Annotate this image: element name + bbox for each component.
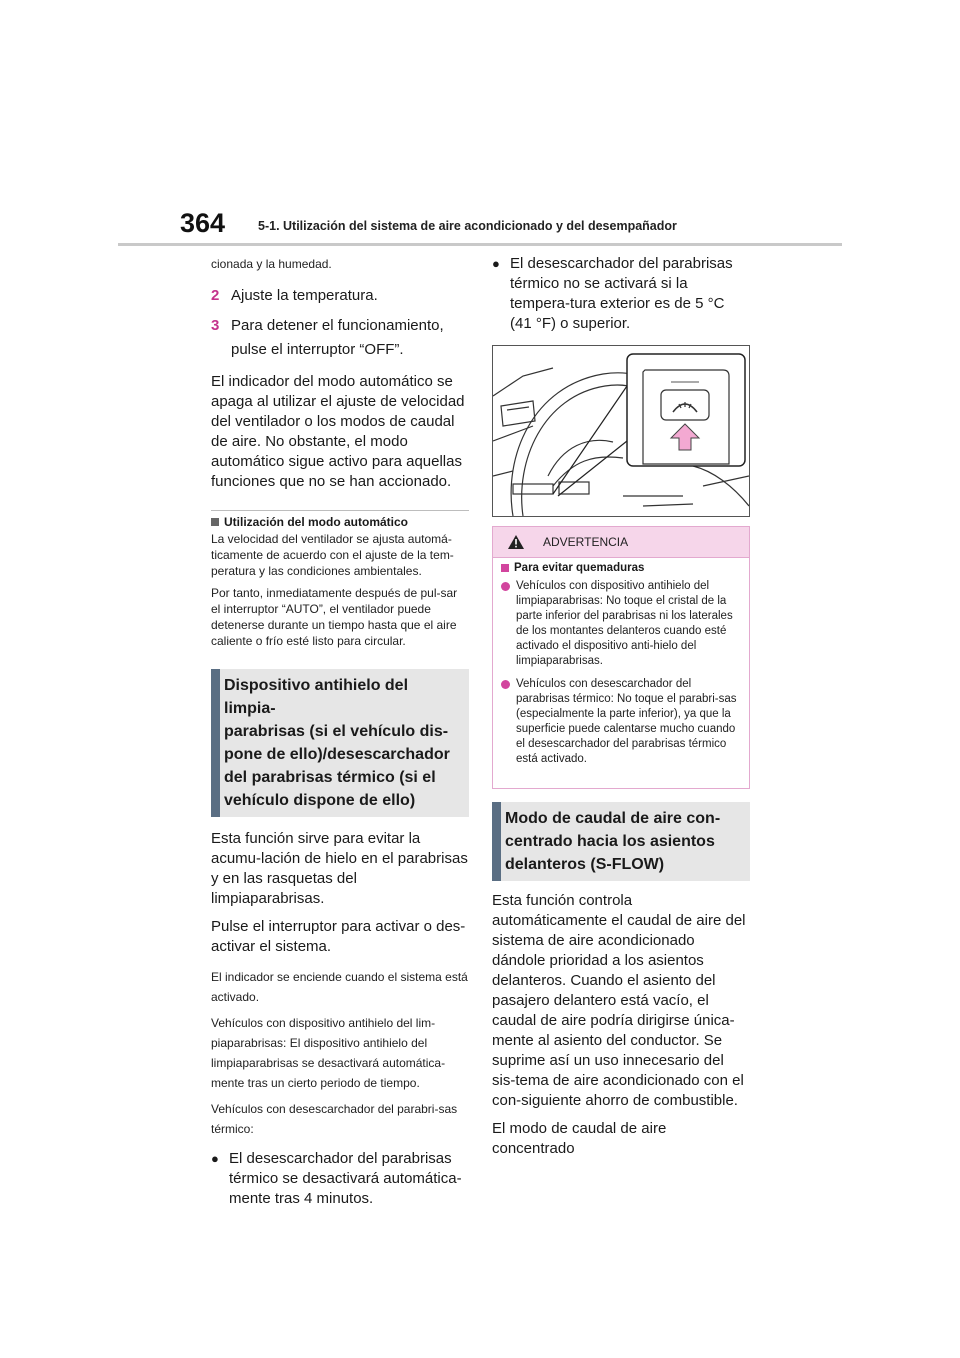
warning-body bbox=[493, 558, 749, 767]
section-title-line: pone de ello)/desescarchador bbox=[224, 746, 450, 763]
header-rule bbox=[118, 243, 842, 246]
section-title-line: del parabrisas térmico (si el bbox=[224, 769, 436, 786]
warning-item-text: Vehículos con desescarchador del parabrisas térmico: No toque el parabri-sas (especialmente la parte inferior), ya que la superficie puede calentarse mucho cuando el desescarchador del parabrisas térmico está activado. bbox=[516, 678, 737, 765]
warning-header bbox=[493, 527, 749, 558]
step-number: 3 bbox=[211, 317, 220, 334]
warning-box bbox=[492, 526, 750, 789]
deicer-note-1: El indicador se enciende cuando el sistema está activado. bbox=[211, 970, 468, 1004]
warning-item-text: Vehículos con dispositivo antihielo del limpiaparabrisas: No toque el cristal de la parte inferior del parabrisas ni los laterales de los montantes delanteros cuando esté activado el dispositivo anti-hielo del limpiaparabrisas. bbox=[516, 580, 733, 667]
deicer-note-3: Vehículos con desescarchador del parabri-sas térmico: bbox=[211, 1102, 458, 1136]
square-bullet-icon bbox=[501, 564, 509, 572]
sflow-paragraph-1: Esta función controla automáticamente el caudal de aire del sistema de aire acondicionado dándole prioridad a los asientos delanteros. Cuando el asiento del pasajero delantero está vacío, el caudal de aire podría dirigirse única-mente al asiento del conductor. Se suprime así un uso innecesario del sis-tema de aire acondicionado con el con-siguiente ahorro de combustible. bbox=[492, 892, 746, 1109]
warning-subheading-text: Para evitar quemaduras bbox=[514, 562, 645, 574]
auto-mode-paragraph: El indicador del modo automático se apaga al utilizar el ajuste de velocidad del ventilador o los modos de caudal de aire. No obstante, el modo automático sigue activo para aquellas funciones que no se han accionado. bbox=[211, 373, 465, 490]
auto-mode-note-2: Por tanto, inmediatamente después de pul-sar el interruptor “AUTO”, el ventilador puede detenerse durante un tiempo hasta que el aire caliente o frío esté listo para circular. bbox=[211, 586, 458, 648]
deicer-note-2: Vehículos con dispositivo antihielo del lim-piaparabrisas: El dispositivo antihielo del limpiaparabrisas se desactivará automática-mente tras un cierto periodo de tiempo. bbox=[211, 1016, 446, 1090]
pink-dot-icon bbox=[501, 582, 510, 591]
warning-item bbox=[501, 677, 741, 767]
subsection-rule bbox=[211, 510, 469, 511]
section-title-line: Modo de caudal de aire con- bbox=[505, 810, 721, 827]
warning-subheading bbox=[501, 562, 741, 574]
dashboard-drawing bbox=[493, 346, 749, 516]
section-title-line: delanteros (S-FLOW) bbox=[505, 856, 665, 873]
deicer-paragraph-1: Esta función sirve para evitar la acumu-lación de hielo en el parabrisas y en las rasquetas del limpiaparabrisas. bbox=[211, 830, 468, 907]
right-column-bottom bbox=[492, 802, 750, 1159]
bullet-item bbox=[492, 254, 750, 334]
bullet-item bbox=[211, 1149, 469, 1209]
step-3 bbox=[211, 314, 469, 362]
defroster-switch-illustration bbox=[492, 345, 750, 517]
auto-mode-note-1: La velocidad del ventilador se ajusta automá-ticamente de acuerdo con el ajuste de la tem-peratura y las condiciones ambientales. bbox=[211, 532, 454, 578]
section-title-line: vehículo dispone de ello) bbox=[224, 792, 416, 809]
intro-continuation: cionada y la humedad. bbox=[211, 257, 332, 271]
section-title-line: parabrisas (si el vehículo dis- bbox=[224, 723, 449, 740]
bullet-dot-icon: ● bbox=[211, 1151, 219, 1166]
section-title-line: Dispositivo antihielo del limpia- bbox=[224, 677, 409, 717]
step-number: 2 bbox=[211, 287, 220, 304]
sflow-paragraph-2: El modo de caudal de aire concentrado bbox=[492, 1120, 667, 1157]
step-text: Para detener el funcionamiento, pulse el interruptor “OFF”. bbox=[231, 317, 444, 358]
subsection-heading-text: Utilización del modo automático bbox=[224, 515, 409, 529]
section-heading-sflow bbox=[492, 802, 750, 881]
section-title-line: centrado hacia los asientos bbox=[505, 833, 715, 850]
bullet-text: El desescarchador del parabrisas térmico se desactivará automática-mente tras 4 minutos. bbox=[229, 1150, 462, 1207]
warning-item bbox=[501, 579, 741, 669]
section-heading-deicer bbox=[211, 669, 469, 817]
step-2 bbox=[211, 284, 469, 308]
deicer-paragraph-2: Pulse el interruptor para activar o des-activar el sistema. bbox=[211, 918, 466, 955]
bullet-dot-icon: ● bbox=[492, 256, 500, 271]
step-text: Ajuste la temperatura. bbox=[231, 287, 378, 304]
left-column bbox=[211, 256, 469, 1209]
page-number: 364 bbox=[180, 208, 226, 238]
square-bullet-icon bbox=[211, 518, 219, 526]
warning-title: ADVERTENCIA bbox=[543, 535, 629, 549]
subsection-heading bbox=[211, 515, 469, 529]
chapter-title: 5-1. Utilización del sistema de aire acondicionado y del desempañador bbox=[258, 219, 677, 233]
pink-dot-icon bbox=[501, 680, 510, 689]
right-column-top bbox=[492, 254, 750, 334]
warning-triangle-icon bbox=[507, 534, 525, 550]
bullet-text: El desescarchador del parabrisas térmico no se activará si la tempera-tura exterior es de 5 °C (41 °F) o superior. bbox=[510, 255, 733, 332]
